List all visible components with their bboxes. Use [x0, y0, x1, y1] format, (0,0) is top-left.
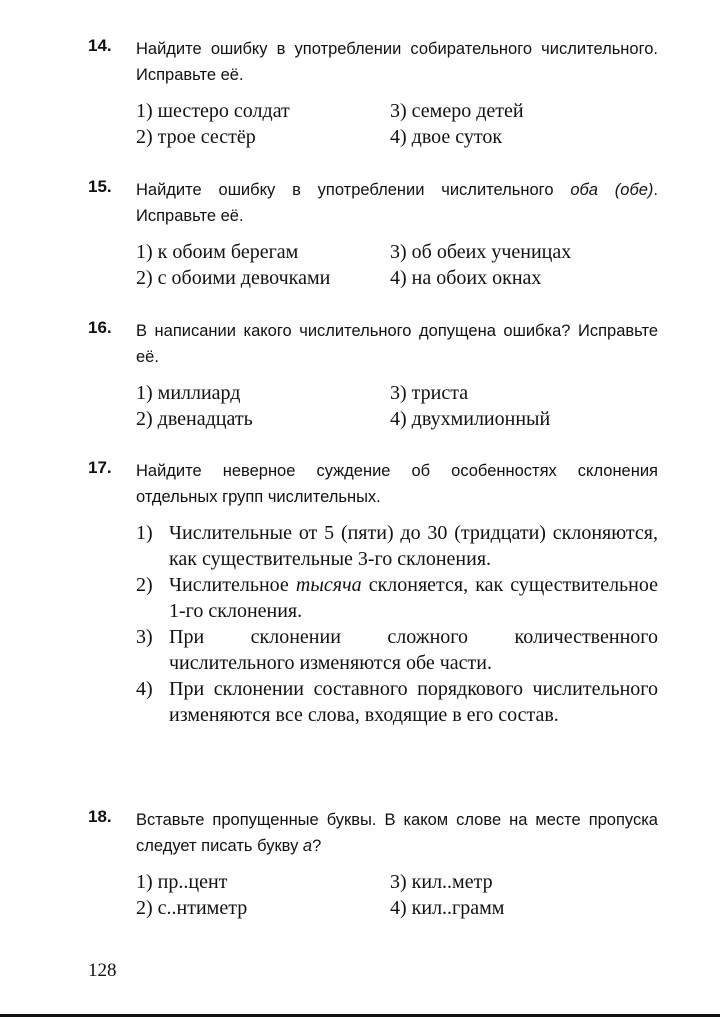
answer-option: 4) двухмилионный [390, 408, 551, 430]
answer-option: 1) пр..цент [136, 871, 228, 893]
option-text: При склонении составного порядкового числительного изменяются все слова, входящие в его состав. [169, 678, 658, 726]
italic-term: тысяча [295, 574, 362, 596]
answer-options [136, 869, 658, 921]
italic-term: оба (обе) [570, 181, 654, 199]
answer-option: 4) двое суток [390, 126, 503, 148]
answer-option [136, 624, 658, 676]
question-number: 14. [88, 36, 112, 55]
page-number: 128 [88, 960, 117, 981]
option-text: Числительное тысяча склоняется, как существительное 1-го склонения. [169, 574, 658, 622]
answer-option: 3) семеро детей [390, 100, 524, 122]
answer-option: 4) на обоих окнах [390, 267, 542, 289]
answer-option: 2) с..нтиметр [136, 897, 248, 919]
question-prompt: Найдите ошибку в употреблении собирательного числительного. Исправьте её. [136, 40, 658, 84]
question-17 [88, 458, 668, 728]
question-15 [88, 177, 668, 291]
option-text: При склонении сложного количественного числительного изменяются обе части. [169, 626, 658, 674]
option-number: 1) [136, 522, 153, 544]
answer-options [136, 520, 658, 728]
italic-term: а [302, 837, 313, 855]
answer-option: 4) кил..грамм [390, 897, 505, 919]
answer-options [136, 239, 658, 291]
option-text: Числительные от 5 (пяти) до 30 (тридцати) склоняются, как существительные 3-го склонения. [169, 522, 658, 570]
question-prompt: Найдите ошибку в употреблении числительного оба (обе). Исправьте её. [136, 181, 658, 225]
question-18 [88, 807, 668, 921]
question-number: 17. [88, 458, 112, 477]
answer-option: 2) с обоими девочками [136, 267, 331, 289]
bottom-divider [0, 1014, 720, 1017]
answer-option [136, 572, 658, 624]
answer-option: 3) об обеих ученицах [390, 241, 572, 263]
option-number: 4) [136, 678, 153, 700]
answer-option: 1) к обоим берегам [136, 241, 299, 263]
answer-option: 1) миллиард [136, 382, 241, 404]
question-number: 15. [88, 177, 112, 196]
question-prompt: Найдите неверное суждение об особенностях склонения отдельных групп числительных. [136, 462, 658, 506]
question-14 [88, 36, 668, 150]
answer-option: 3) триста [390, 382, 469, 404]
answer-option: 2) трое сестёр [136, 126, 256, 148]
answer-options [136, 98, 658, 150]
question-prompt: В написании какого числительного допущена ошибка? Исправьте её. [136, 322, 658, 366]
option-number: 3) [136, 626, 153, 648]
answer-options [136, 380, 658, 432]
answer-option: 3) кил..метр [390, 871, 493, 893]
question-16 [88, 318, 668, 432]
question-number: 16. [88, 318, 112, 337]
answer-option: 2) двенадцать [136, 408, 253, 430]
answer-option [136, 676, 658, 728]
question-number: 18. [88, 807, 112, 826]
answer-option [136, 520, 658, 572]
option-number: 2) [136, 574, 153, 596]
question-prompt: Вставьте пропущенные буквы. В каком слове на месте пропуска следует писать букву а? [136, 811, 658, 855]
answer-option: 1) шестеро солдат [136, 100, 290, 122]
